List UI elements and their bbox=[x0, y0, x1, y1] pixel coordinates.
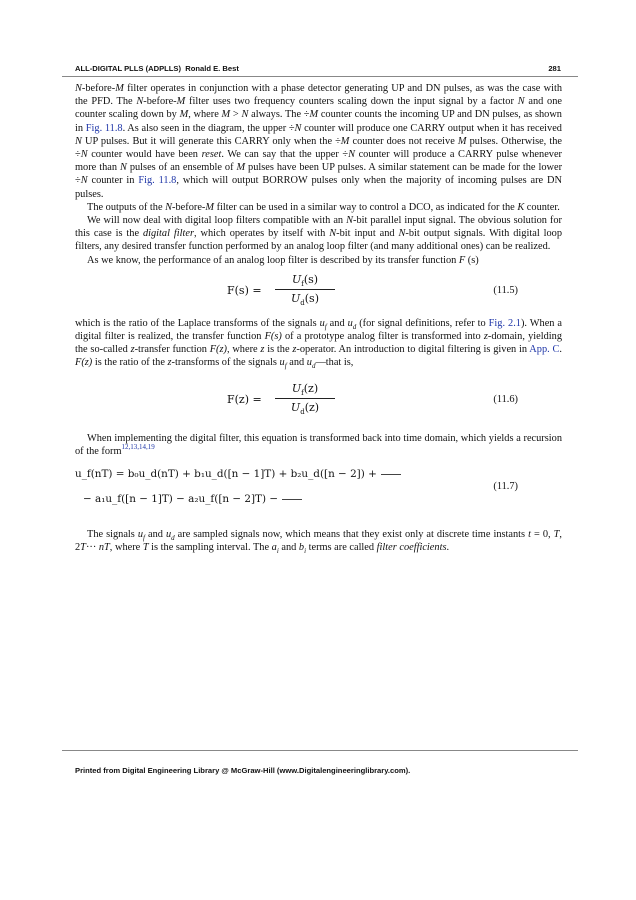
footer-rule bbox=[62, 750, 578, 751]
page-number: 281 bbox=[548, 64, 561, 73]
running-title: ALL-DIGITAL PLLS (ADPLLS) Ronald E. Best bbox=[75, 64, 239, 73]
equation-lhs: F(s) = bbox=[227, 283, 262, 297]
equation-lhs: F(z) = bbox=[227, 392, 262, 406]
equation-number: (11.7) bbox=[493, 481, 518, 493]
author-name: Ronald E. Best bbox=[185, 64, 239, 73]
reference-citations[interactable]: 12,13,14,19 bbox=[121, 442, 155, 451]
equation-line-2: − a₁u_f([n − 1]T) − a₂u_f([n − 2]T) − bbox=[83, 493, 302, 506]
paragraph-1: N-before-M filter operates in conjunction with a phase detector generating UP and DN pulses, as was the case with the PFD. The N-before-M filter uses two frequency counters scaling down the input signal by a factor N and one counter scaling down by M, where M > N always. The ÷M counter counts the incoming UP and DN pulses, as shown in Fig. 11.8. As also seen in the diagram, the upper ÷N counter will produce one CARRY output when it has received N UP pulses. But it will generate this CARRY only when the ÷M counter does not receive M pulses. Otherwise, the ÷N counter would have been reset. We can say that the upper ÷N counter will produce a CARRY pulse whenever more than N pulses of an ensemble of M pulses have been UP pulses. A similar statement can be made for the lower ÷N counter in Fig. 11.8, which will output BORROW pulses only when the majority of incoming pulses are DN pulses. bbox=[75, 83, 563, 200]
equation-11-7 bbox=[75, 466, 562, 518]
equation-11-5 bbox=[75, 271, 562, 311]
paragraph-4: As we know, the performance of an analog loop filter is described by its transfer function F (s) bbox=[87, 254, 479, 266]
equation-number: (11.5) bbox=[493, 284, 518, 296]
equation-number: (11.6) bbox=[493, 393, 518, 405]
link-fig-11-8[interactable]: Fig. 11.8 bbox=[85, 122, 123, 134]
paragraph-5: which is the ratio of the Laplace transforms of the signals $u_f$ and $u_d$ (for signal definitions, refer to Fig. 2.1). When a digital filter is realized, the transfer function F(s) of a prototype analog filter is transformed into z-domain, yielding the so-called z-transfer function F(z), where z is the z-operator. An introduction to digital filtering is given in App. C. F(z) is the ratio of the z-transforms of the signals $u_f$ and $u_d—that$ is, bbox=[75, 317, 563, 371]
link-fig-11-8-second[interactable]: Fig. 11.8 bbox=[138, 175, 177, 187]
page-body bbox=[75, 82, 562, 554]
header-rule bbox=[62, 76, 578, 77]
equation-fraction: $U_f(s)$ $U_d(s)$ bbox=[275, 271, 335, 308]
footer-text: Printed from Digital Engineering Library @ McGraw-Hill (www.Digitalengineeringlibrary.com). bbox=[75, 766, 411, 775]
equation-line-1: u_f(nT) = b₀u_d(nT) + b₁u_d([n − 1]T) + b₂u_d([n − 2]) + bbox=[75, 468, 401, 481]
link-app-c[interactable]: App. C bbox=[529, 344, 560, 356]
paragraph-6: When implementing the digital filter, this equation is transformed back into time domain, which yields a recursion of the form$^{12,13,14,19}$ bbox=[75, 432, 562, 457]
link-fig-2-1[interactable]: Fig. 2.1 bbox=[488, 317, 521, 329]
paragraph-2: The outputs of the N-before-M filter can be used in a similar way to control a DCO, as indicated for the K counter. bbox=[87, 201, 560, 213]
equation-fraction: $U_f(z)$ $U_d(z)$ bbox=[275, 380, 335, 417]
equation-11-6 bbox=[75, 380, 562, 420]
paragraph-7: The signals $u_f$ and $u_d$ are sampled signals now, which means that they exist only at discrete time instants t = 0, T, 2T··· nT, where T is the sampling interval. The $a_i$ and $b_i$ terms are called filter coefficients. bbox=[75, 529, 562, 556]
paragraph-3: We will now deal with digital loop filters compatible with an N-bit parallel input signal. The obvious solution for this case is the digital filter, which operates by itself with N-bit input and N-bit output signals. With digital loop filters, any desired transfer function performed by an analog loop filter (and many additional ones) can be realized. bbox=[75, 215, 562, 253]
